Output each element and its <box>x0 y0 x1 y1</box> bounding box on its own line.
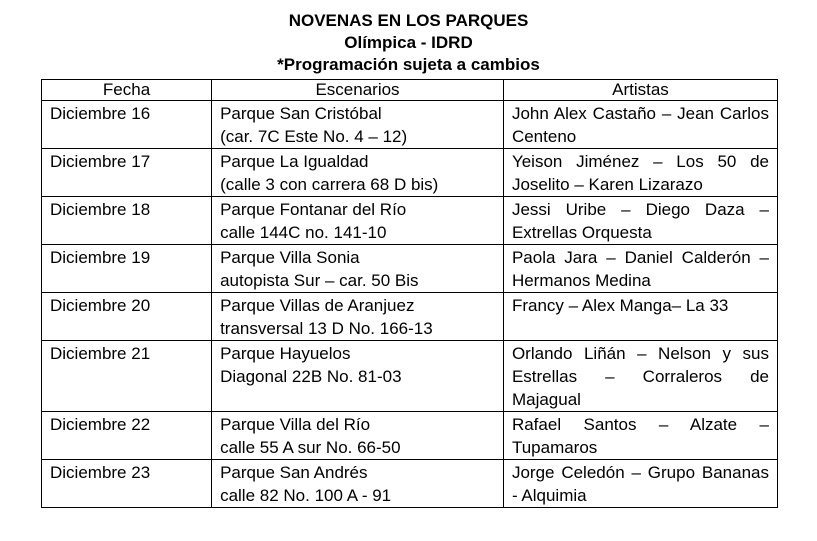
date-cell: Diciembre 22 <box>42 412 212 460</box>
artists-cell: Francy – Alex Manga– La 33 <box>503 293 777 341</box>
column-header-artistas: Artistas <box>503 80 777 101</box>
venue-name: Parque San Andrés <box>220 463 368 482</box>
artists-cell: Orlando Liñán – Nelson y sus Estrellas – Corraleros de Majagual <box>503 341 777 412</box>
venue-address: calle 82 No. 100 A - 91 <box>220 486 392 505</box>
table-row <box>42 460 778 508</box>
date-cell: Diciembre 19 <box>42 245 212 293</box>
table-row <box>42 197 778 245</box>
venue-name: Parque Fontanar del Río <box>220 200 407 219</box>
venue-cell <box>212 101 504 149</box>
table-header-row <box>42 80 778 101</box>
venue-address: (calle 3 con carrera 68 D bis) <box>220 175 439 194</box>
artists-cell: Yeison Jiménez – Los 50 de Joselito – Karen Lizarazo <box>503 149 777 197</box>
venue-name: Parque San Cristóbal <box>220 104 382 123</box>
column-header-escenarios: Escenarios <box>212 80 504 101</box>
venue-cell <box>212 197 504 245</box>
venue-cell <box>212 412 504 460</box>
document-subtitle: Olímpica - IDRD <box>344 33 473 52</box>
venue-address: autopista Sur – car. 50 Bis <box>220 271 419 290</box>
venue-name: Parque Villa del Río <box>220 415 371 434</box>
table-row <box>42 149 778 197</box>
document-header <box>0 10 817 76</box>
venue-address: (car. 7C Este No. 4 – 12) <box>220 127 408 146</box>
document-title: NOVENAS EN LOS PARQUES <box>288 11 529 30</box>
venue-cell <box>212 460 504 508</box>
table-row <box>42 412 778 460</box>
date-cell: Diciembre 21 <box>42 341 212 412</box>
artists-cell: Paola Jara – Daniel Calderón – Hermanos Medina <box>503 245 777 293</box>
table-row <box>42 293 778 341</box>
venue-name: Parque La Igualdad <box>220 152 369 171</box>
date-cell: Diciembre 17 <box>42 149 212 197</box>
table-row <box>42 101 778 149</box>
venue-address: Diagonal 22B No. 81-03 <box>220 367 402 386</box>
column-header-fecha: Fecha <box>42 80 212 101</box>
date-cell: Diciembre 20 <box>42 293 212 341</box>
date-cell: Diciembre 23 <box>42 460 212 508</box>
venue-name: Parque Hayuelos <box>220 344 351 363</box>
venue-cell <box>212 341 504 412</box>
document-note: *Programación sujeta a cambios <box>277 55 540 74</box>
artists-cell: Jorge Celedón – Grupo Bananas - Alquimia <box>503 460 777 508</box>
venue-cell <box>212 293 504 341</box>
venue-cell <box>212 245 504 293</box>
venue-address: calle 55 A sur No. 66-50 <box>220 438 401 457</box>
schedule-table <box>41 79 778 508</box>
artists-cell: John Alex Castaño – Jean Carlos Centeno <box>503 101 777 149</box>
artists-cell: Jessi Uribe – Diego Daza – Extrellas Orquesta <box>503 197 777 245</box>
venue-address: transversal 13 D No. 166-13 <box>220 319 433 338</box>
venue-name: Parque Villas de Aranjuez <box>220 296 415 315</box>
venue-cell <box>212 149 504 197</box>
date-cell: Diciembre 18 <box>42 197 212 245</box>
venue-name: Parque Villa Sonia <box>220 248 360 267</box>
date-cell: Diciembre 16 <box>42 101 212 149</box>
artists-cell: Rafael Santos – Alzate – Tupamaros <box>503 412 777 460</box>
table-row <box>42 245 778 293</box>
venue-address: calle 144C no. 141-10 <box>220 223 387 242</box>
table-row <box>42 341 778 412</box>
